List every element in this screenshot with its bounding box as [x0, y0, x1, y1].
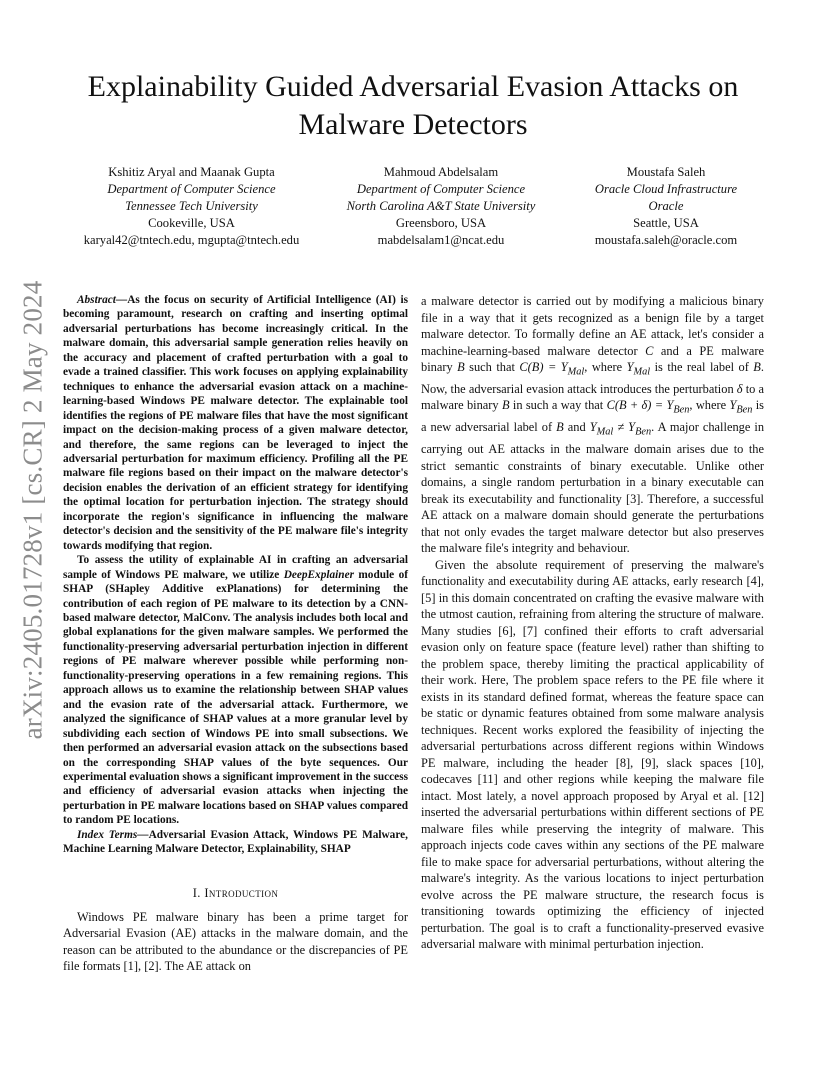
arxiv-id-text: arXiv:2405.01728v1 [cs.CR] 2 May 2024: [17, 280, 48, 740]
paper-title: Explainability Guided Adversarial Evasion Attacks on Malware Detectors: [87, 70, 739, 141]
author-dept: Oracle Cloud Infrastructure: [594, 182, 738, 196]
math-var: [626, 360, 651, 378]
math-eq-main: C(B + δ) = Y: [606, 398, 674, 413]
section-number: I.: [192, 885, 205, 900]
author-org: Oracle: [648, 199, 684, 213]
intro-paragraph-2: Given the absolute requirement of preserving the malware's functionality and executability during AE attacks, early research [4], [5] in this domain concentrated on crafting the evasive malware with the utmost caution, refraining from altering the structure of malware. Many studies [6], [7] confined their efforts to craft adversarial evasion only on feature space (feature level) rather than shifting to the problem space, thereby limiting the practical applicability of their work. Here, The problem space refers to the PE file where it exists in its standard defined format, whereas the feature space can be static or dynamic features obtained from some malware analysis techniques. Recent works explored the feasibility of injecting the adversarial perturbations across different regions within Windows PE malware, including the header [8], [9], slack spaces [10], codecaves [11] and other regions while keeping the malware file intact. Most lately, a novel approach proposed by Aryal et al. [12] inserted the adversarial perturbations within different sections of PE malware files while preserving the integrity of malware. This approach injects code caves within any sections of the PE malware file to make space for adversarial perturbations, without altering the malware's integrity. As the various locations to inject perturbation evolve across the PE malware structure, the research focus is transitioning towards optimizing the efficiency of injected perturbation. The goal is to craft a functionality-preserved evasive adversarial malware with minimal perturbation injection.: [421, 557, 764, 952]
index-terms-lead: Index Terms—: [77, 828, 149, 841]
math-var: B: [501, 398, 510, 413]
author-email[interactable]: moustafa.saleh@oracle.com: [594, 233, 738, 247]
author-3: [566, 164, 766, 249]
math-var: B: [457, 360, 465, 374]
text-run: . A major challenge in carrying out AE attacks in the malware domain arises due to the strict semantic constraints of binary executable. Unlike other domains, a single random perturbation in a binary executable can break its executability and functionality [3]. Therefore, a successful AE attack on a malware domain should generate the perturbations that not only evades the target malware detector but also preserves the malware file's integrity and behaviour.: [421, 420, 765, 556]
math-var: [729, 398, 753, 416]
author-location: Cookeville, USA: [148, 216, 235, 230]
author-name: Moustafa Saleh: [626, 165, 706, 179]
text-run: in such a way that: [509, 398, 607, 413]
text-run: is the real label of: [650, 360, 754, 374]
author-org: Tennessee Tech University: [125, 199, 258, 213]
author-email[interactable]: mabdelsalam1@ncat.edu: [377, 233, 505, 247]
abstract-emphasis: DeepExplainer: [283, 568, 354, 581]
text-run: a malware detector is carried out by modifying a malicious binary file in a way that it gets recognized as a benign file by a target malware detector. To formally define an AE attack, let's consider a machine-learning-based malware detector: [421, 294, 764, 358]
math-eq: [589, 420, 652, 438]
left-column: [63, 293, 408, 975]
author-dept: Department of Computer Science: [356, 182, 526, 196]
section-heading: [63, 885, 408, 901]
author-dept: Department of Computer Science: [107, 182, 276, 196]
right-column: [421, 293, 764, 953]
math-eq-main: Y: [589, 420, 597, 435]
author-1: [60, 164, 323, 249]
arxiv-identifier: [8, 250, 58, 770]
author-block: [60, 164, 766, 254]
math-var: δ: [736, 381, 743, 396]
section-title: Introduction: [204, 885, 279, 900]
author-name: Kshitiz Aryal and Maanak Gupta: [108, 165, 275, 179]
author-name: Mahmoud Abdelsalam: [383, 165, 499, 179]
math-subscript: Mal: [567, 366, 585, 378]
text-run: such that: [464, 360, 520, 374]
abstract-lead: Abstract—: [77, 294, 128, 306]
intro-paragraph-1: Windows PE malware binary has been a prime target for Adversarial Evasion (AE) attacks in the malware domain, and the reason can be attributed to the abundance or the discrepancies of PE file formats [1], [2]. The AE attack on: [63, 909, 408, 974]
abstract-text-2b: module of SHAP (SHapley Additive exPlanations) for determining the contribution of each region of PE malware to its detection by a CNN-based malware detector, MalConv. The analysis includes both local and global explanations for the given malware samples. We performed the functionality-preserving adversarial perturbation injection in different regions of PE malware wherever possible while performing non-functionality-preserving operations in a few remaining regions. This approach allows us to examine the relationship between SHAP values and the evasion rate of the adversarial attack. Furthermore, we analyzed the significance of SHAP values at a more granular level by subdividing each section of Windows PE into small subsections. We then performed an adversarial evasion attack on the subsections based on the corresponding SHAP values of the byte sequences. Our experimental evaluation shows a significant improvement in the success and efficiency of adversarial evasion attacks when injecting the perturbation in PE malware locations based on SHAP values compared to random PE locations.: [63, 568, 408, 827]
abstract-paragraph-2: [63, 553, 408, 828]
index-terms: [63, 828, 408, 857]
author-location: Greensboro, USA: [395, 216, 487, 230]
math-var: C: [645, 343, 654, 358]
math-eq-main: Y: [626, 360, 634, 374]
math-eq: [606, 398, 690, 416]
math-eq-main: Y: [628, 420, 636, 435]
author-location: Seattle, USA: [633, 216, 699, 230]
math-subscript: Mal: [633, 366, 651, 378]
text-run: and: [563, 420, 590, 435]
math-subscript: Ben: [635, 426, 652, 438]
text-run: , where: [689, 398, 730, 413]
abstract-text-2a: To assess the utility of explainable AI in crafting an adversarial sample of Windows PE malware, we utilize: [63, 554, 408, 581]
text-run: to a malware binary: [421, 381, 764, 413]
math-var: B: [753, 360, 761, 374]
text-run: . Now, the adversarial evasion attack introduces the perturbation: [421, 360, 764, 396]
math-eq: [519, 360, 585, 378]
math-subscript: Ben: [736, 404, 753, 416]
text-run: and a PE malware binary: [421, 343, 764, 374]
intro-paragraph-1-cont: [421, 293, 764, 557]
math-operator: ≠: [613, 420, 629, 435]
abstract-text-1: As the focus on security of Artificial Intelligence (AI) is becoming paramount, research on crafting and inserting optimal adversarial perturbations has become increasingly critical. In the malware domain, this adversarial sample generation relies heavily on the accuracy and placement of crafted perturbation with a goal to evade a trained classifier. This work focuses on applying explainability techniques to enhance the adversarial evasion attack on a machine-learning-based Windows PE malware detector. The explainable tool identifies the regions of PE malware files that have the most significant impact on the decision-making process of a given malware detector, and therefore, the same regions can be leveraged to inject the adversarial perturbation for maximum efficiency. Profiling all the PE malware file regions based on their impact on the malware detector's decision enables the derivation of an efficient strategy for identifying the optimal location for perturbation injection. The strategy should incorporate the region's significance in influencing the malware detector's decision and the sensitivity of the PE malware file's integrity towards modifying that region.: [63, 294, 408, 552]
author-email[interactable]: karyal42@tntech.edu, mgupta@tntech.edu: [83, 233, 300, 247]
math-subscript: Mal: [596, 426, 614, 438]
abstract-paragraph-1: [63, 293, 408, 553]
math-eq-main: Y: [729, 398, 737, 413]
text-run: is a new adversarial label of: [421, 398, 764, 435]
author-org: North Carolina A&T State University: [346, 199, 536, 213]
text-run: , where: [584, 360, 627, 374]
math-eq-main: C(B) = Y: [519, 360, 568, 374]
author-2: [326, 164, 556, 249]
math-var: B: [556, 420, 564, 435]
math-subscript: Ben: [673, 404, 690, 416]
index-terms-text: Adversarial Evasion Attack, Windows PE Malware, Machine Learning Malware Detector, Explainability, SHAP: [63, 828, 408, 856]
